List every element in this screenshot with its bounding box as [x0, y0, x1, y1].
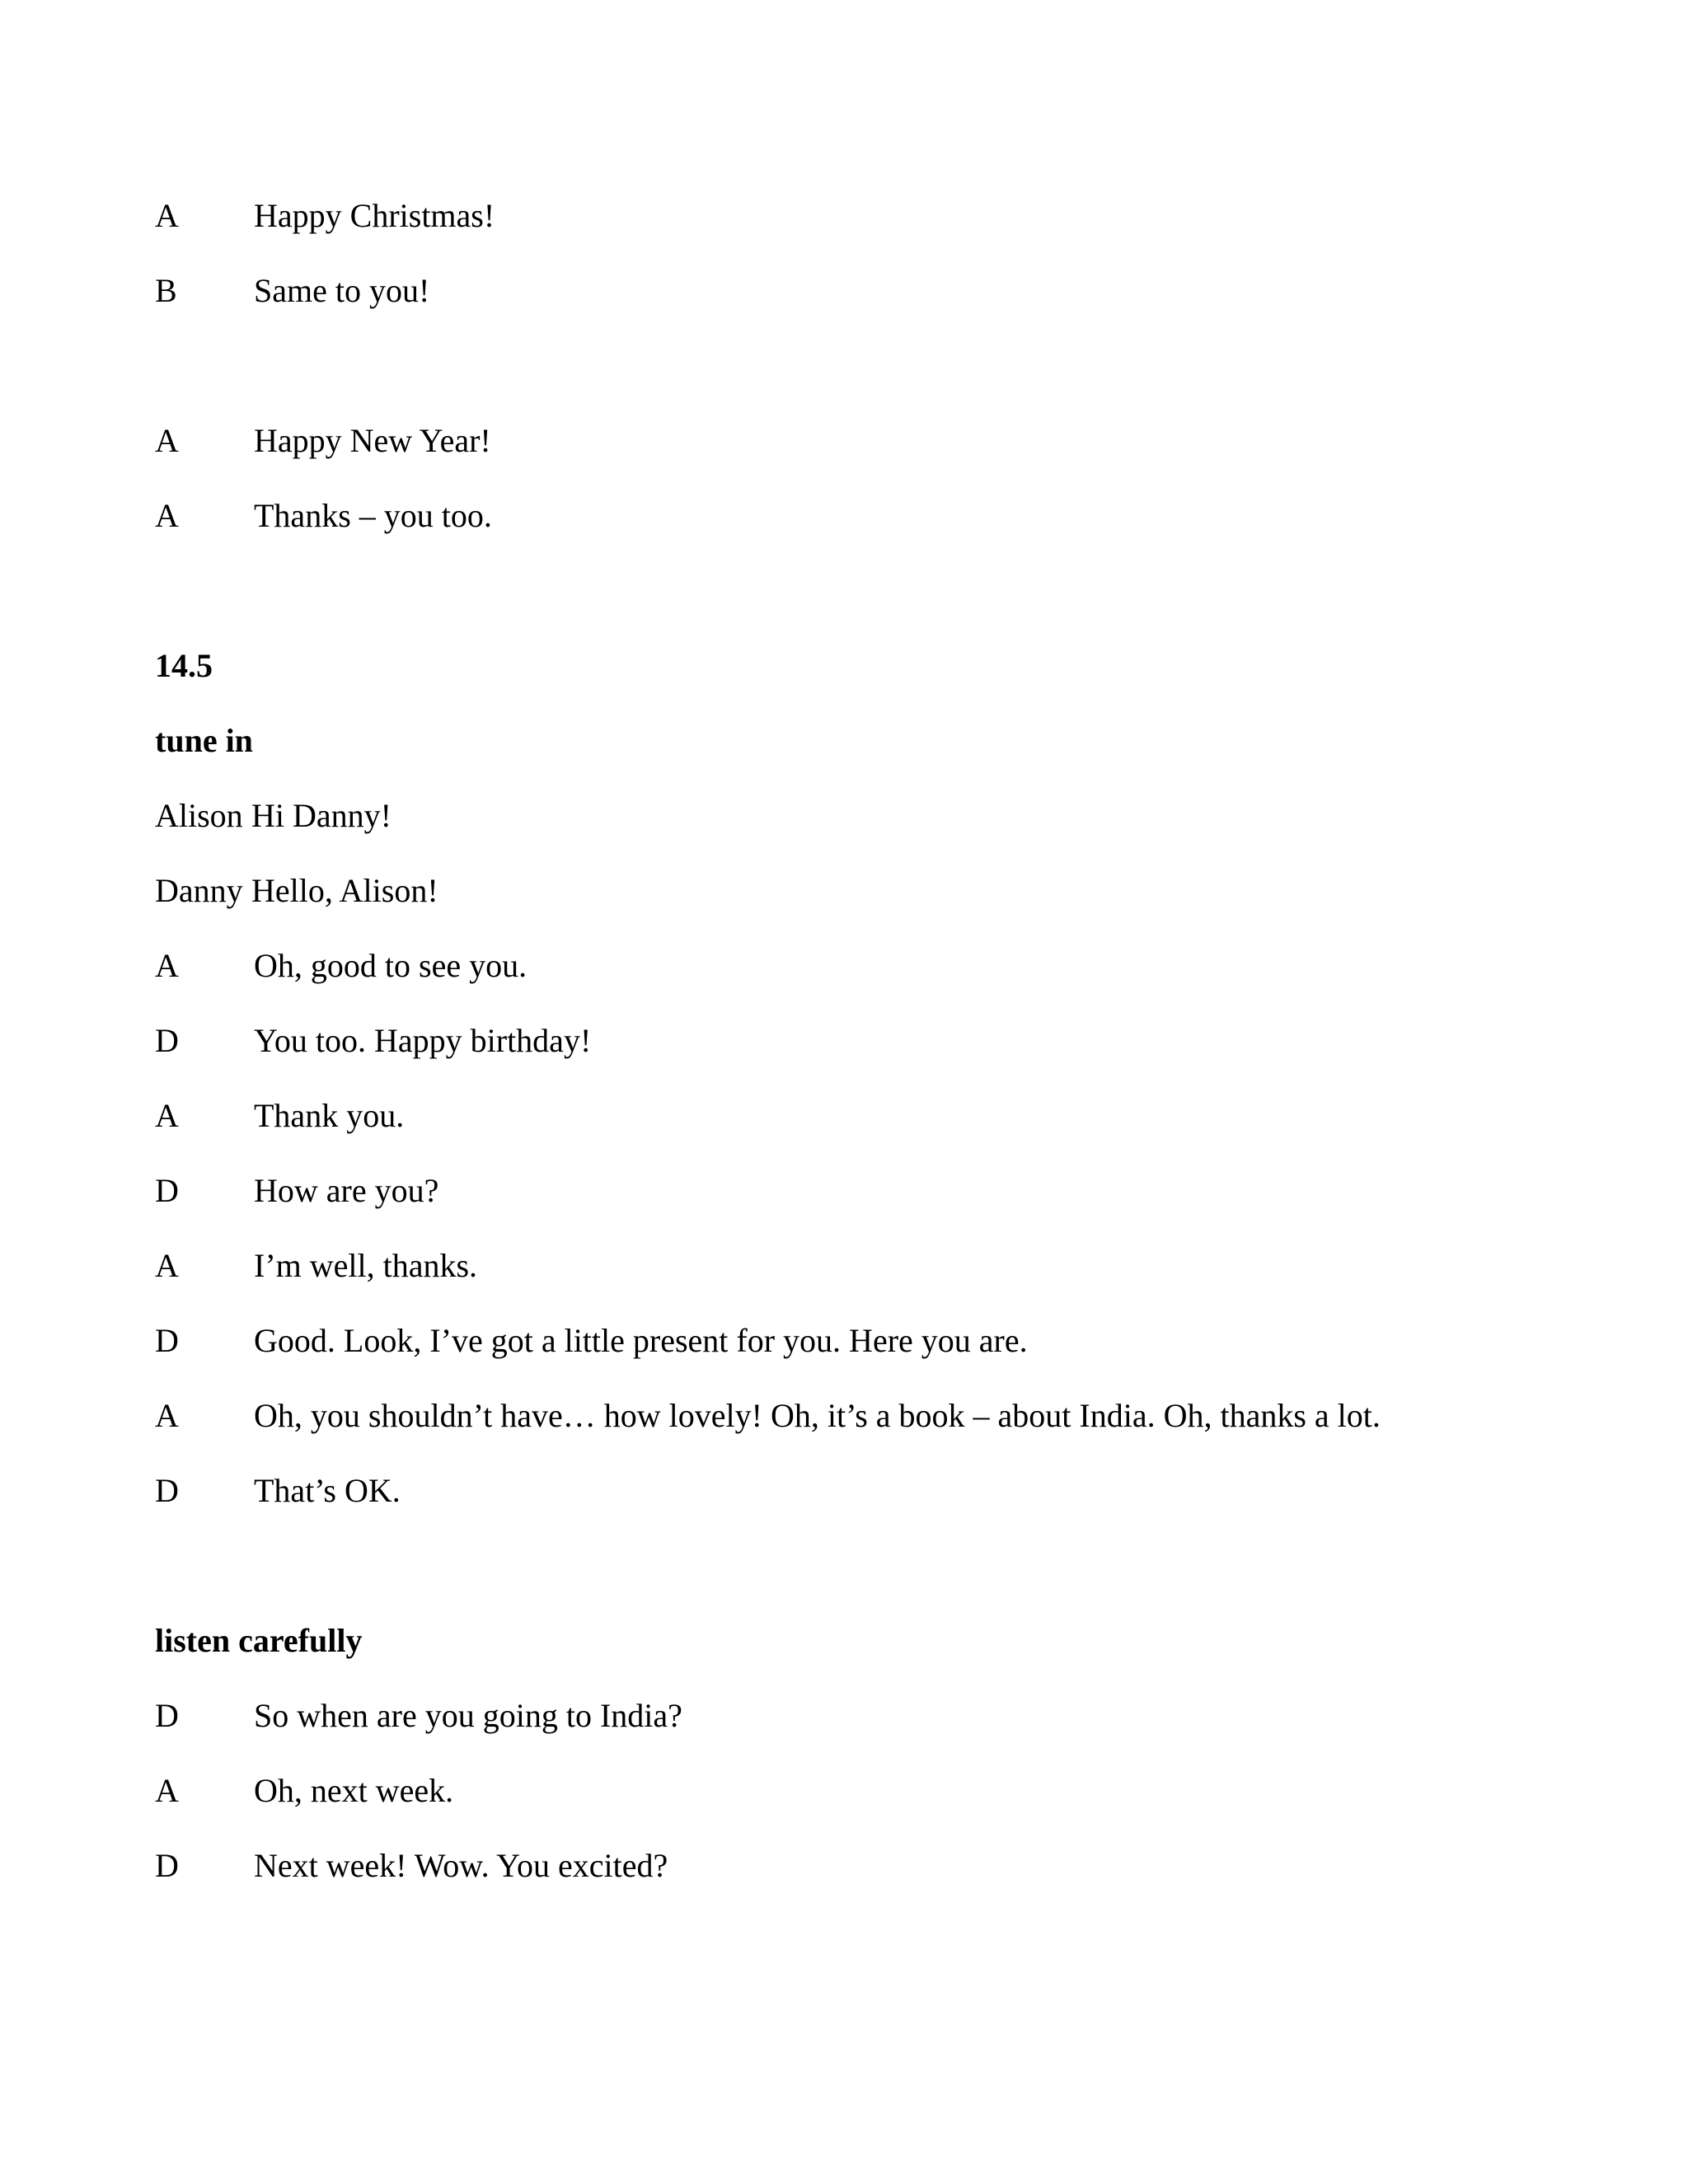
speaker-label: A [155, 1097, 179, 1134]
line-text: Thank you. [254, 1097, 405, 1134]
speaker-label: A [155, 947, 179, 984]
line-text: Same to you! [254, 272, 430, 309]
line-text: Oh, next week. [254, 1772, 454, 1809]
speaker-label: A [155, 497, 179, 534]
speaker-label: D [155, 1697, 179, 1734]
line-text: Oh, you shouldn’t have… how lovely! Oh, it’s a book – about India. Oh, thanks a lot. [254, 1397, 1381, 1434]
speaker-label: A [155, 1772, 179, 1809]
section-heading-listen-carefully: listen carefully [155, 1622, 363, 1659]
speaker-label: A [155, 1247, 179, 1284]
speaker-label: Alison [155, 797, 243, 834]
speaker-label: D [155, 1472, 179, 1509]
line-text: Hello, Alison! [251, 872, 438, 909]
line-text: Hi Danny! [251, 797, 392, 834]
speaker-label: A [155, 422, 179, 459]
speaker-label: Danny [155, 872, 243, 909]
line-text: You too. Happy birthday! [254, 1022, 592, 1059]
speaker-label: D [155, 1022, 179, 1059]
line-text: Oh, good to see you. [254, 947, 528, 984]
speaker-label: D [155, 1172, 179, 1209]
transcript-page [155, 0, 1655, 2184]
section-heading-tune-in: tune in [155, 722, 253, 759]
speaker-label: A [155, 1397, 179, 1434]
line-text: So when are you going to India? [254, 1697, 682, 1734]
speaker-label: A [155, 197, 179, 234]
section-number: 14.5 [155, 647, 213, 684]
speaker-label: D [155, 1322, 179, 1359]
line-text: Good. Look, I’ve got a little present for you. Here you are. [254, 1322, 1028, 1359]
line-text: Next week! Wow. You excited? [254, 1847, 668, 1884]
line-text: Happy New Year! [254, 422, 491, 459]
line-text: How are you? [254, 1172, 439, 1209]
line-text: I’m well, thanks. [254, 1247, 478, 1284]
speaker-label: B [155, 272, 177, 309]
line-text: That’s OK. [254, 1472, 401, 1509]
line-text: Happy Christmas! [254, 197, 495, 234]
speaker-label: D [155, 1847, 179, 1884]
line-text: Thanks – you too. [254, 497, 492, 534]
